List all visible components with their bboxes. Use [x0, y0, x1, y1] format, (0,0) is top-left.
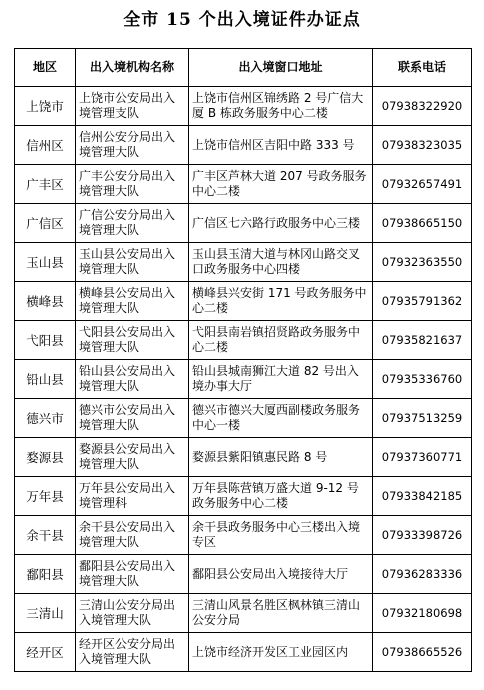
cell-region: 弋阳县 — [15, 321, 76, 360]
table-row — [15, 516, 472, 555]
cell-org: 弋阳县公安局出入境管理大队 — [76, 321, 189, 360]
cell-phone: 07938322920 — [373, 87, 472, 126]
cell-org: 广信公安分局出入境管理大队 — [76, 204, 189, 243]
cell-region: 婺源县 — [15, 438, 76, 477]
cell-org: 鄱阳县公安局出入境管理大队 — [76, 555, 189, 594]
cell-phone: 07938665526 — [373, 633, 472, 672]
cell-phone: 07933842185 — [373, 477, 472, 516]
cell-phone: 07938665150 — [373, 204, 472, 243]
cell-address: 铅山县城南狮江大道 82 号出入境办事大厅 — [189, 360, 373, 399]
cell-region: 余干县 — [15, 516, 76, 555]
cell-phone: 07938323035 — [373, 126, 472, 165]
cell-region: 横峰县 — [15, 282, 76, 321]
table-row — [15, 438, 472, 477]
table-row — [15, 399, 472, 438]
cell-org: 横峰县公安局出入境管理大队 — [76, 282, 189, 321]
cell-phone: 07937513259 — [373, 399, 472, 438]
table-row — [15, 555, 472, 594]
header-org: 出入境机构名称 — [76, 49, 189, 87]
cell-address: 三清山风景名胜区枫林镇三清山公安分局 — [189, 594, 373, 633]
cell-phone: 07935336760 — [373, 360, 472, 399]
table-row — [15, 165, 472, 204]
cell-address: 婺源县紫阳镇惠民路 8 号 — [189, 438, 373, 477]
cell-address: 玉山县玉清大道与林冈山路交叉口政务服务中心四楼 — [189, 243, 373, 282]
cell-address: 上饶市信州区锦绣路 2 号广信大厦 B 栋政务服务中心二楼 — [189, 87, 373, 126]
cell-phone: 07933398726 — [373, 516, 472, 555]
cell-phone: 07937360771 — [373, 438, 472, 477]
cell-org: 信州公安分局出入境管理大队 — [76, 126, 189, 165]
cell-org: 余干县公安局出入境管理大队 — [76, 516, 189, 555]
cell-phone: 07932363550 — [373, 243, 472, 282]
cell-phone: 07932657491 — [373, 165, 472, 204]
table-header-row — [15, 49, 472, 87]
table-row — [15, 243, 472, 282]
cell-org: 广丰公安分局出入境管理大队 — [76, 165, 189, 204]
table-row — [15, 282, 472, 321]
cell-address: 上饶市经济开发区工业园区内 — [189, 633, 373, 672]
cell-org: 经开区公安分局出入境管理大队 — [76, 633, 189, 672]
cell-region: 鄱阳县 — [15, 555, 76, 594]
cell-region: 铅山县 — [15, 360, 76, 399]
table-row — [15, 204, 472, 243]
cell-region: 上饶市 — [15, 87, 76, 126]
table-row — [15, 87, 472, 126]
cell-address: 德兴市德兴大厦西副楼政务服务中心一楼 — [189, 399, 373, 438]
cell-org: 玉山县公安局出入境管理大队 — [76, 243, 189, 282]
cell-phone: 07936283336 — [373, 555, 472, 594]
header-region: 地区 — [15, 49, 76, 87]
cell-phone: 07935791362 — [373, 282, 472, 321]
cell-region: 德兴市 — [15, 399, 76, 438]
office-table — [14, 48, 472, 672]
cell-region: 广信区 — [15, 204, 76, 243]
header-phone: 联系电话 — [373, 49, 472, 87]
cell-address: 鄱阳县公安局出入境接待大厅 — [189, 555, 373, 594]
cell-region: 三清山 — [15, 594, 76, 633]
cell-address: 广丰区芦林大道 207 号政务服务中心二楼 — [189, 165, 373, 204]
cell-address: 广信区七六路行政服务中心三楼 — [189, 204, 373, 243]
page-title: 全市 15 个出入境证件办证点 — [123, 10, 361, 30]
cell-org: 婺源县公安局出入境管理大队 — [76, 438, 189, 477]
cell-org: 三清山公安分局出入境管理大队 — [76, 594, 189, 633]
table-body — [15, 87, 472, 672]
cell-org: 德兴市公安局出入境管理大队 — [76, 399, 189, 438]
cell-region: 经开区 — [15, 633, 76, 672]
table-row — [15, 477, 472, 516]
cell-region: 信州区 — [15, 126, 76, 165]
cell-region: 万年县 — [15, 477, 76, 516]
cell-org: 上饶市公安局出入境管理支队 — [76, 87, 189, 126]
cell-region: 广丰区 — [15, 165, 76, 204]
cell-address: 上饶市信州区吉阳中路 333 号 — [189, 126, 373, 165]
table-row — [15, 594, 472, 633]
table-row — [15, 321, 472, 360]
cell-address: 横峰县兴安街 171 号政务服务中心二楼 — [189, 282, 373, 321]
cell-address: 余干县政务服务中心三楼出入境专区 — [189, 516, 373, 555]
cell-phone: 07932180698 — [373, 594, 472, 633]
header-address: 出入境窗口地址 — [189, 49, 373, 87]
table-row — [15, 633, 472, 672]
table-row — [15, 360, 472, 399]
cell-address: 弋阳县南岩镇招贤路政务服务中心二楼 — [189, 321, 373, 360]
cell-org: 铅山县公安局出入境管理大队 — [76, 360, 189, 399]
cell-region: 玉山县 — [15, 243, 76, 282]
cell-address: 万年县陈营镇万盛大道 9-12 号政务服务中心二楼 — [189, 477, 373, 516]
table-row — [15, 126, 472, 165]
cell-org: 万年县公安局出入境管理科 — [76, 477, 189, 516]
cell-phone: 07935821637 — [373, 321, 472, 360]
